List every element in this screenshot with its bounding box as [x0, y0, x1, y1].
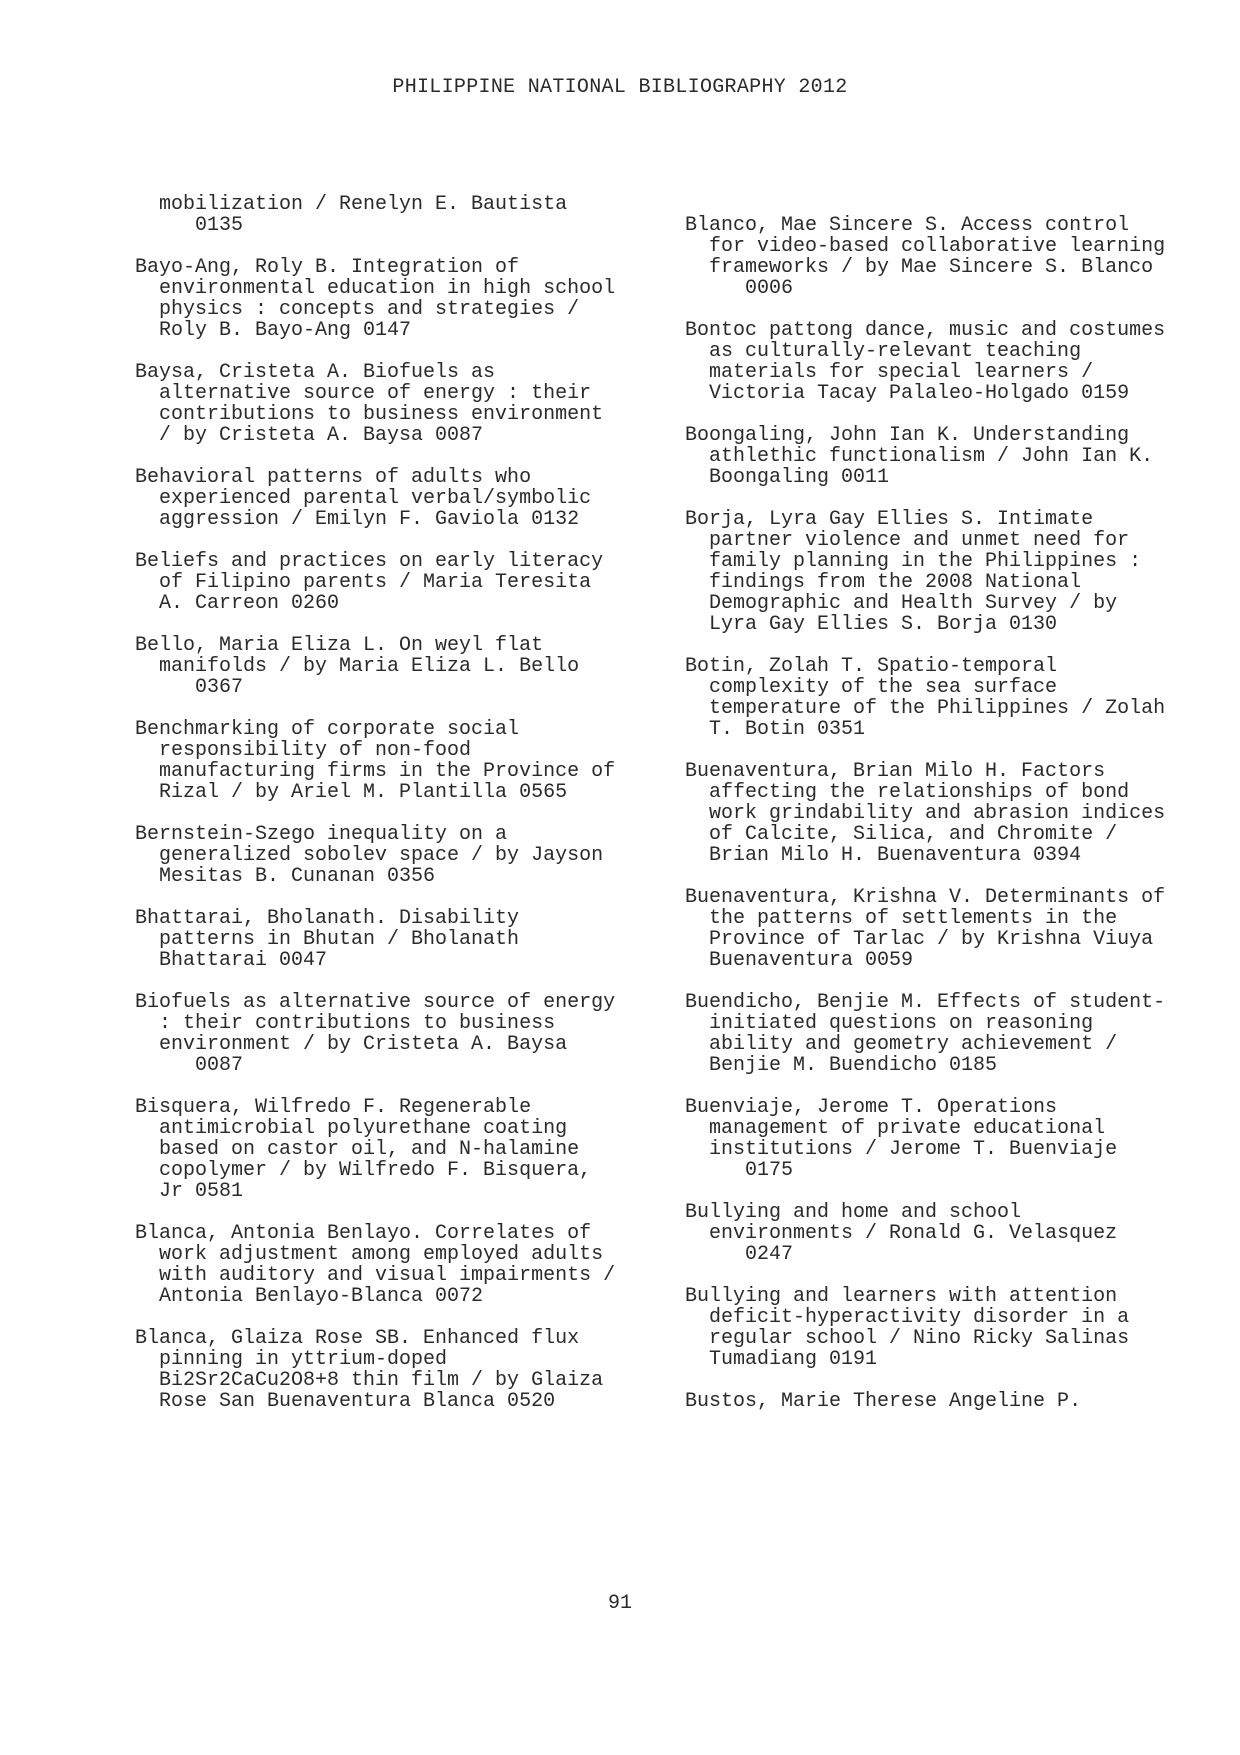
entry-line: Borja, Lyra Gay Ellies S. Intimate [685, 508, 1094, 531]
entry-line: Roly B. Bayo-Ang 0147 [135, 319, 412, 342]
entry-line: Blanca, Antonia Benlayo. Correlates of [135, 1222, 592, 1245]
bibliography-entry [685, 992, 1205, 1076]
bibliography-entry [685, 1391, 1205, 1412]
entry-line: generalized sobolev space / by Jayson [135, 844, 604, 867]
entry-line: environmental education in high school [135, 277, 616, 300]
entry-line: Lyra Gay Ellies S. Borja 0130 [685, 613, 1058, 636]
entry-line: complexity of the sea surface [685, 676, 1058, 699]
entry-line: : their contributions to business [135, 1012, 556, 1035]
entry-line: aggression / Emilyn F. Gaviola 0132 [135, 508, 580, 531]
right-column [685, 194, 1205, 1433]
entry-line: based on castor oil, and N-halamine [135, 1138, 580, 1161]
bibliography-entry [685, 1286, 1205, 1370]
entry-line: frameworks / by Mae Sincere S. Blanco [685, 256, 1154, 279]
entry-line: partner violence and unmet need for [685, 529, 1130, 552]
bibliography-entry [685, 761, 1205, 866]
page-number: 91 [607, 1592, 632, 1615]
entry-line: of Filipino parents / Maria Teresita [135, 571, 592, 594]
bibliography-entry [685, 509, 1205, 635]
bibliography-entry [135, 467, 655, 530]
page-header-title: PHILIPPINE NATIONAL BIBLIOGRAPHY 2012 [392, 76, 848, 99]
bibliography-entry [135, 992, 655, 1076]
entry-line: experienced parental verbal/symbolic [135, 487, 592, 510]
entry-line: Bustos, Marie Therese Angeline P. [685, 1390, 1082, 1413]
entry-line: Benjie M. Buendicho 0185 [685, 1054, 998, 1077]
bibliography-entry [135, 635, 655, 698]
entry-line: Buenaventura 0059 [685, 949, 914, 972]
entry-line: Brian Milo H. Buenaventura 0394 [685, 844, 1082, 867]
bibliography-entry [135, 719, 655, 803]
entry-line: for video-based collaborative learning [685, 235, 1166, 258]
entry-line: physics : concepts and strategies / [135, 298, 580, 321]
entry-line: Bi2Sr2CaCu2O8+8 thin film / by Glaiza [135, 1369, 604, 1392]
entry-line: temperature of the Philippines / Zolah [685, 697, 1166, 720]
entry-line: Buenaventura, Krishna V. Determinants of [685, 886, 1166, 909]
entry-line: 0087 [135, 1054, 244, 1077]
entry-line: findings from the 2008 National [685, 571, 1082, 594]
entry-line: Blanca, Glaiza Rose SB. Enhanced flux [135, 1327, 580, 1350]
entry-line: 0006 [685, 277, 794, 300]
entry-line: Baysa, Cristeta A. Biofuels as [135, 361, 496, 384]
entry-line: Buendicho, Benjie M. Effects of student- [685, 991, 1166, 1014]
entry-line: management of private educational [685, 1117, 1106, 1140]
bibliography-entry [135, 194, 655, 236]
entry-line: 0247 [685, 1243, 794, 1266]
entry-line: responsibility of non-food [135, 739, 472, 762]
entry-line: family planning in the Philippines : [685, 550, 1142, 573]
entry-line: Mesitas B. Cunanan 0356 [135, 865, 436, 888]
entry-line: with auditory and visual impairments / [135, 1264, 616, 1287]
entry-line: Province of Tarlac / by Krishna Viuya [685, 928, 1154, 951]
entry-line: Buenaventura, Brian Milo H. Factors [685, 760, 1106, 783]
entry-line: regular school / Nino Ricky Salinas [685, 1327, 1130, 1350]
entry-line: Bisquera, Wilfredo F. Regenerable [135, 1096, 532, 1119]
entry-line: Botin, Zolah T. Spatio-temporal [685, 655, 1058, 678]
bibliography-entry [685, 656, 1205, 740]
entry-line: work adjustment among employed adults [135, 1243, 604, 1266]
bibliography-entry [685, 1202, 1205, 1265]
entry-line: as culturally-relevant teaching [685, 340, 1082, 363]
entry-line: environment / by Cristeta A. Baysa [135, 1033, 568, 1056]
entry-line: of Calcite, Silica, and Chromite / [685, 823, 1118, 846]
bibliography-entry [135, 1328, 655, 1412]
bibliography-entry [135, 1097, 655, 1202]
entry-line: Bhattarai, Bholanath. Disability [135, 907, 520, 930]
bibliography-entry [135, 362, 655, 446]
bibliography-entry [135, 257, 655, 341]
entry-line: Bello, Maria Eliza L. On weyl flat [135, 634, 544, 657]
bibliography-entry [135, 551, 655, 614]
entry-line: Antonia Benlayo-Blanca 0072 [135, 1285, 484, 1308]
bibliography-entry [685, 887, 1205, 971]
bibliography-entry [685, 1097, 1205, 1181]
entry-line: Victoria Tacay Palaleo-Holgado 0159 [685, 382, 1130, 405]
entry-line: alternative source of energy : their [135, 382, 592, 405]
entry-line: affecting the relationships of bond [685, 781, 1130, 804]
entry-line: Blanco, Mae Sincere S. Access control [685, 214, 1130, 237]
bibliography-entry [685, 194, 1205, 299]
entry-line: pinning in yttrium-doped [135, 1348, 448, 1371]
entry-line [685, 194, 1205, 215]
entry-line: A. Carreon 0260 [135, 592, 340, 615]
entry-line: deficit-hyperactivity disorder in a [685, 1306, 1130, 1329]
entry-line: Benchmarking of corporate social [135, 718, 520, 741]
bibliography-entry [135, 824, 655, 887]
entry-line: Rose San Buenaventura Blanca 0520 [135, 1390, 556, 1413]
bibliography-entry [685, 320, 1205, 404]
entry-line: Bhattarai 0047 [135, 949, 328, 972]
bibliography-entry [685, 425, 1205, 488]
entry-line: T. Botin 0351 [685, 718, 866, 741]
entry-line: mobilization / Renelyn E. Bautista [135, 193, 568, 216]
entry-line: Behavioral patterns of adults who [135, 466, 532, 489]
entry-line: Tumadiang 0191 [685, 1348, 878, 1371]
entry-line: Bontoc pattong dance, music and costumes [685, 319, 1166, 342]
entry-line: 0175 [685, 1159, 794, 1182]
entry-line: Bullying and learners with attention [685, 1285, 1118, 1308]
entry-line: environments / Ronald G. Velasquez [685, 1222, 1118, 1245]
entry-line: Bayo-Ang, Roly B. Integration of [135, 256, 520, 279]
entry-line: institutions / Jerome T. Buenviaje [685, 1138, 1118, 1161]
entry-line: ability and geometry achievement / [685, 1033, 1118, 1056]
entry-line: Rizal / by Ariel M. Plantilla 0565 [135, 781, 568, 804]
entry-line: Demographic and Health Survey / by [685, 592, 1118, 615]
entry-line: athlethic functionalism / John Ian K. [685, 445, 1154, 468]
entry-line: Bernstein-Szego inequality on a [135, 823, 508, 846]
entry-line: 0367 [135, 676, 244, 699]
entry-line: materials for special learners / [685, 361, 1094, 384]
entry-line: 0135 [135, 214, 244, 237]
entry-line: patterns in Bhutan / Bholanath [135, 928, 520, 951]
entry-line: manifolds / by Maria Eliza L. Bello [135, 655, 580, 678]
bibliography-entry [135, 908, 655, 971]
left-column [135, 194, 655, 1433]
entry-line: the patterns of settlements in the [685, 907, 1118, 930]
entry-line: Buenviaje, Jerome T. Operations [685, 1096, 1058, 1119]
entry-line: Beliefs and practices on early literacy [135, 550, 604, 573]
entry-line: contributions to business environment [135, 403, 604, 426]
entry-line: Boongaling 0011 [685, 466, 890, 489]
entry-line: copolymer / by Wilfredo F. Bisquera, [135, 1159, 592, 1182]
entry-line: / by Cristeta A. Baysa 0087 [135, 424, 484, 447]
entry-line: Jr 0581 [135, 1180, 244, 1203]
entry-line: Biofuels as alternative source of energy [135, 991, 616, 1014]
entry-line: antimicrobial polyurethane coating [135, 1117, 568, 1140]
entry-line: work grindability and abrasion indices [685, 802, 1166, 825]
bibliography-entry [135, 1223, 655, 1307]
entry-line: initiated questions on reasoning [685, 1012, 1094, 1035]
entry-line: Boongaling, John Ian K. Understanding [685, 424, 1130, 447]
entry-line: manufacturing firms in the Province of [135, 760, 616, 783]
entry-line: Bullying and home and school [685, 1201, 1022, 1224]
